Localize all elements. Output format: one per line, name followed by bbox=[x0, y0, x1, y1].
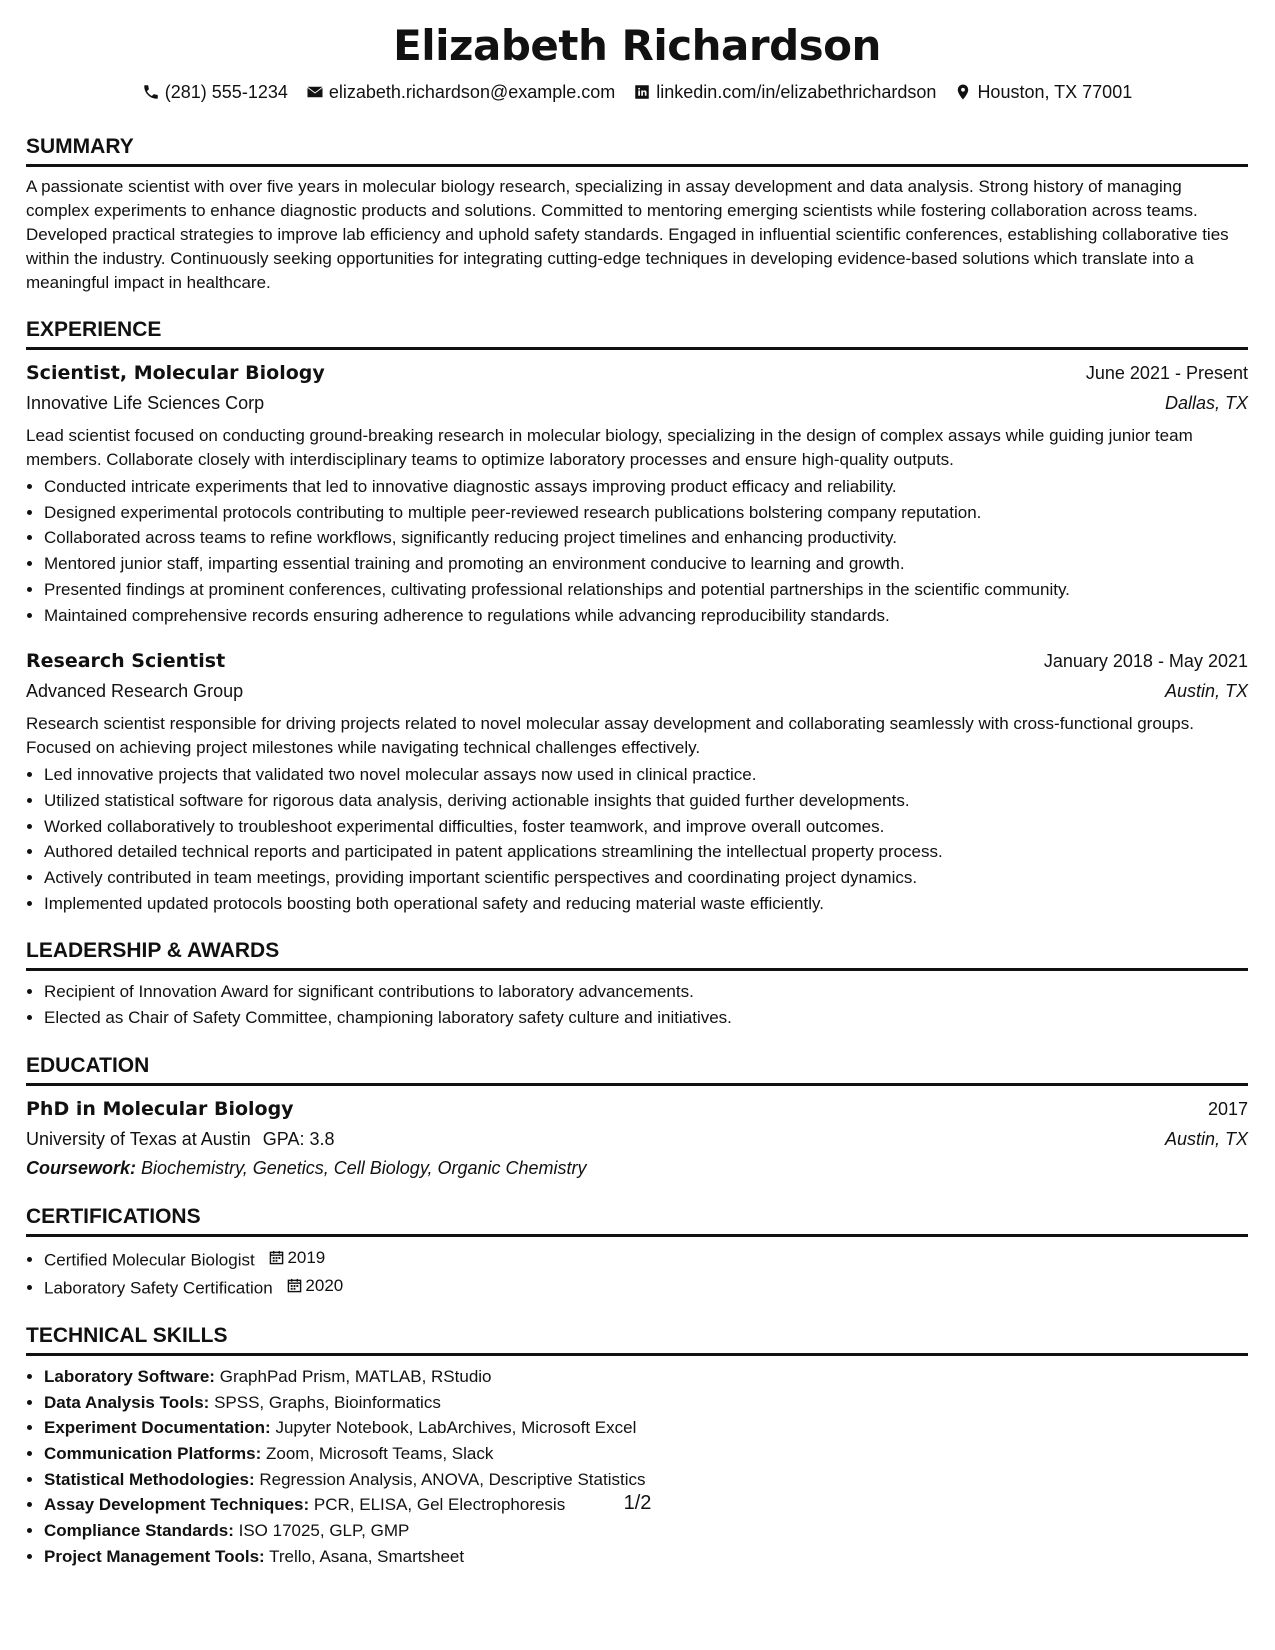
skill-value: GraphPad Prism, MATLAB, RStudio bbox=[219, 1366, 492, 1386]
job-location: Austin, TX bbox=[1164, 681, 1248, 702]
cert-date bbox=[269, 1245, 325, 1271]
coursework-label: Coursework: bbox=[26, 1157, 137, 1178]
list-item bbox=[44, 1390, 1248, 1416]
list-item bbox=[44, 1441, 1248, 1467]
cert-date bbox=[287, 1273, 343, 1299]
list-item: • Utilized statistical software for rigorous data analysis, deriving actionable insights that guided further developments. bbox=[44, 788, 1248, 814]
list-item bbox=[44, 1415, 1248, 1441]
email-text: elizabeth.richardson@example.com bbox=[328, 82, 616, 102]
page-number: 1/2 bbox=[623, 1492, 652, 1514]
list-item: • Led innovative projects that validated two novel molecular assays now used in clinical practice. bbox=[44, 762, 1248, 788]
education-entry bbox=[26, 1094, 1248, 1182]
list-item bbox=[44, 1273, 1248, 1301]
cert-name: Certified Molecular Biologist bbox=[44, 1250, 255, 1270]
list-item: • Mentored junior staff, imparting essential training and promoting an environment conducive to learning and growth. bbox=[44, 551, 1248, 577]
list-item bbox=[44, 1245, 1248, 1273]
skills-list bbox=[26, 1364, 1248, 1570]
envelope-icon bbox=[306, 83, 324, 101]
cert-name: Laboratory Safety Certification bbox=[44, 1278, 273, 1298]
skill-value: ISO 17025, GLP, GMP bbox=[238, 1521, 410, 1541]
company-name: Innovative Life Sciences Corp bbox=[26, 393, 265, 413]
school-name: University of Texas at Austin bbox=[26, 1128, 251, 1149]
map-pin-icon bbox=[954, 83, 972, 101]
section-title-leadership: LEADERSHIP & AWARDS bbox=[26, 938, 1248, 971]
cert-year: 2019 bbox=[287, 1247, 326, 1267]
list-item bbox=[44, 1518, 1248, 1544]
candidate-name: Elizabeth Richardson bbox=[393, 21, 881, 70]
education-section bbox=[26, 1053, 1248, 1182]
certifications-section bbox=[26, 1204, 1248, 1301]
list-item: • Conducted intricate experiments that led to innovative diagnostic assays improving product efficacy and reliability. bbox=[44, 474, 1248, 500]
skills-section bbox=[26, 1323, 1248, 1570]
certifications-list bbox=[26, 1245, 1248, 1301]
section-title-skills: TECHNICAL SKILLS bbox=[26, 1323, 1248, 1356]
contact-email[interactable] bbox=[306, 80, 615, 104]
job-title: Research Scientist bbox=[26, 650, 226, 673]
skill-label: Assay Development Techniques: bbox=[44, 1495, 310, 1515]
job-title: Scientist, Molecular Biology bbox=[26, 362, 325, 384]
list-item: • Authored detailed technical reports and participated in patent applications streamlining the intellectual property process. bbox=[44, 839, 1248, 865]
experience-entry bbox=[26, 646, 1248, 916]
graduation-year: 2017 bbox=[1207, 1098, 1248, 1119]
company-name: Advanced Research Group bbox=[26, 681, 244, 702]
list-item bbox=[44, 1467, 1248, 1493]
leadership-section bbox=[26, 938, 1248, 1030]
experience-entry bbox=[26, 358, 1248, 628]
job-dates: January 2018 - May 2021 bbox=[1043, 651, 1248, 672]
skill-label: Compliance Standards: bbox=[44, 1521, 234, 1541]
list-item bbox=[44, 1364, 1248, 1390]
skill-value: SPSS, Graphs, Bioinformatics bbox=[214, 1392, 441, 1412]
contact-location bbox=[954, 80, 1132, 104]
job-bullets bbox=[26, 474, 1248, 628]
job-bullets bbox=[26, 762, 1248, 916]
skill-label: Laboratory Software: bbox=[44, 1366, 215, 1386]
list-item: • Collaborated across teams to refine workflows, significantly reducing project timelines and enhancing productivity. bbox=[44, 525, 1248, 551]
calendar-icon bbox=[269, 1250, 284, 1265]
linkedin-text: linkedin.com/in/elizabethrichardson bbox=[656, 82, 937, 102]
location-text: Houston, TX 77001 bbox=[977, 82, 1133, 102]
phone-text: (281) 555-1234 bbox=[164, 82, 288, 102]
skill-label: Data Analysis Tools: bbox=[44, 1392, 210, 1412]
leadership-list bbox=[26, 979, 1248, 1030]
section-title-education: EDUCATION bbox=[26, 1053, 1248, 1086]
list-item: • Elected as Chair of Safety Committee, championing laboratory safety culture and initiatives. bbox=[44, 1005, 1248, 1031]
list-item: • Presented findings at prominent conferences, cultivating professional relationships and potential partnerships in the scientific community. bbox=[44, 577, 1248, 603]
list-item: • Maintained comprehensive records ensuring adherence to regulations while advancing reproducibility standards. bbox=[44, 603, 1248, 629]
experience-section bbox=[26, 317, 1248, 916]
school-location: Austin, TX bbox=[1164, 1128, 1248, 1149]
section-title-summary: SUMMARY bbox=[26, 134, 1248, 167]
phone-icon bbox=[142, 83, 160, 101]
school-line bbox=[26, 1124, 334, 1154]
cert-year: 2020 bbox=[305, 1275, 344, 1295]
summary-text: A passionate scientist with over five years in molecular biology research, specializing in assay development and data analysis. Strong history of managing complex experiments to enhance diagnostic products and solutions. Committed to mentoring emerging scientists while fostering collaboration across teams. Developed practical strategies to improve lab efficiency and uphold safety standards. Engaged in influential scientific conferences, establishing collaborative ties within the industry. Continuously seeking opportunities for integrating cutting-edge techniques in developing evidence-based solutions which translate into a meaningful impact in healthcare. bbox=[26, 177, 1229, 292]
coursework bbox=[26, 1154, 1248, 1182]
job-description: Lead scientist focused on conducting ground-breaking research in molecular biology, specializing in the design of complex assays while guiding junior team members. Collaborate closely with interdisciplinary teams to optimize laboratory processes and ensure high-quality outputs. bbox=[26, 426, 1193, 469]
coursework-list: Biochemistry, Genetics, Cell Biology, Organic Chemistry bbox=[141, 1157, 587, 1178]
job-description: Research scientist responsible for driving projects related to novel molecular assay development and collaborating seamlessly with cross-functional groups. Focused on achieving project milestones while navigating technical challenges effectively. bbox=[26, 714, 1194, 758]
contact-phone[interactable] bbox=[142, 80, 288, 104]
resume-page bbox=[26, 18, 1248, 1570]
list-item bbox=[44, 1544, 1248, 1570]
skill-value: Zoom, Microsoft Teams, Slack bbox=[265, 1444, 494, 1464]
section-title-certifications: CERTIFICATIONS bbox=[26, 1204, 1248, 1237]
skill-label: Project Management Tools: bbox=[44, 1546, 265, 1566]
linkedin-icon bbox=[633, 83, 651, 101]
degree-name: PhD in Molecular Biology bbox=[26, 1097, 294, 1120]
summary-section bbox=[26, 134, 1248, 295]
job-dates: June 2021 - Present bbox=[1085, 363, 1248, 383]
list-item: • Actively contributed in team meetings, providing important scientific perspectives and coordinating project dynamics. bbox=[44, 865, 1248, 891]
list-item: • Implemented updated protocols boosting both operational safety and reducing material waste efficiently. bbox=[44, 891, 1248, 917]
skill-label: Communication Platforms: bbox=[44, 1444, 262, 1464]
skill-label: Statistical Methodologies: bbox=[44, 1469, 255, 1489]
skill-label: Experiment Documentation: bbox=[44, 1418, 271, 1438]
contact-bar bbox=[26, 80, 1248, 104]
list-item: • Recipient of Innovation Award for significant contributions to laboratory advancements. bbox=[44, 979, 1248, 1005]
list-item: • Worked collaboratively to troubleshoot experimental difficulties, foster teamwork, and improve overall outcomes. bbox=[44, 814, 1248, 840]
list-item: • Designed experimental protocols contributing to multiple peer-reviewed research publications bolstering company reputation. bbox=[44, 500, 1248, 526]
skill-value: Trello, Asana, Smartsheet bbox=[269, 1546, 465, 1566]
skill-value: Jupyter Notebook, LabArchives, Microsoft Excel bbox=[275, 1418, 637, 1438]
job-location: Dallas, TX bbox=[1164, 393, 1248, 413]
gpa: GPA: 3.8 bbox=[262, 1128, 335, 1149]
calendar-icon bbox=[287, 1278, 302, 1293]
skill-value: Regression Analysis, ANOVA, Descriptive Statistics bbox=[259, 1469, 646, 1489]
section-title-experience: EXPERIENCE bbox=[26, 317, 1248, 350]
contact-linkedin[interactable] bbox=[633, 80, 936, 104]
skill-value: PCR, ELISA, Gel Electrophoresis bbox=[313, 1495, 566, 1515]
